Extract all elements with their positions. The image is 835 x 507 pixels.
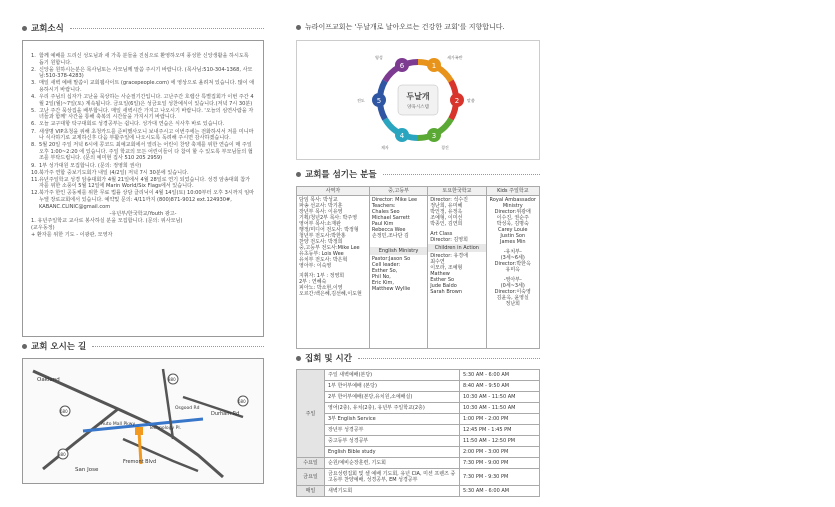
news-item-number: 6. <box>31 121 36 128</box>
svg-text:말씀: 말씀 <box>467 98 475 103</box>
servant-line: 유초등부: Lois Wee <box>299 251 344 257</box>
servant-line: Teachers: <box>371 203 396 209</box>
youth-ad-heading: -유년부/한국학교/Youth 광고- <box>109 211 177 218</box>
news-item-text: 북가주 한인 공동체를 위한 무료 법률 상담 클리닉이 4월 14일(토) 10:00부터 오후 3시까지 임마누엘 장로교회에서 있습니다. 예약및 문의: 4/11까지 (800)871-9012 ext.124930#, KABANC.CLINIC@gmail.com <box>39 190 255 210</box>
servant-line: Director: 김영희 <box>430 237 468 243</box>
schedule-item-time: 1:00 PM - 2:00 PM <box>460 414 540 425</box>
header-cell: 토요한국학교 <box>428 187 486 196</box>
servant-line: Phil No, <box>371 274 391 280</box>
servant-line: -영아부- <box>503 277 522 283</box>
svg-text:5: 5 <box>376 97 382 105</box>
servant-line: 정난희, 유미혜 <box>430 203 463 209</box>
news-item <box>31 190 255 210</box>
street-osgood: Osgood Rd <box>175 406 200 411</box>
news-item <box>31 67 255 80</box>
schedule-item-name: 중고등부 성경공부 <box>325 436 460 447</box>
map-box <box>22 358 264 484</box>
svg-text:3: 3 <box>431 132 437 140</box>
bullet-icon <box>22 344 27 349</box>
servant-line: 지휘자: 1부 : 정영희 <box>299 273 345 279</box>
schedule-item-time: 11:50 AM - 12:50 PM <box>460 436 540 447</box>
schedule-row <box>297 425 540 436</box>
schedule-item-time: 5:30 AM - 6:00 AM <box>460 486 540 497</box>
svg-text:새가족반: 새가족반 <box>447 55 463 60</box>
servant-line: Cell leader: <box>371 262 401 268</box>
news-item-number: 5. <box>31 107 36 114</box>
servants-header-row <box>297 187 540 196</box>
schedule-row <box>297 403 540 414</box>
hw-label-2: 880 <box>168 377 176 382</box>
bullet-icon <box>296 356 301 361</box>
schedule-section-title: 집회 및 시간 <box>296 352 540 364</box>
schedule-group-label: 매일 <box>297 486 325 497</box>
servant-line: Mathew <box>430 271 450 277</box>
schedule-item-name: English Bible study <box>325 447 460 458</box>
servant-line: Director:위광애 <box>494 209 531 215</box>
schedule-group-label: 수요일 <box>297 458 325 469</box>
servants-table <box>296 186 540 349</box>
schedule-row <box>297 414 540 425</box>
news-item-number: 7. <box>31 128 36 135</box>
servant-line: 유미옥 <box>505 267 520 273</box>
svg-text:경건: 경건 <box>441 145 449 150</box>
schedule-row <box>297 469 540 486</box>
news-list <box>23 41 263 210</box>
news-item-text: 북가주 연합 중보기도회가 내일 (4/2일) 저녁 7시 30분에 있습니다. <box>39 169 189 176</box>
news-item-number: 2. <box>31 66 36 73</box>
schedule-item-time: 2:00 PM - 3:00 PM <box>460 447 540 458</box>
col-pastors <box>297 196 370 349</box>
church-marker-icon <box>135 427 143 435</box>
prayer-heading: (교우동정) <box>31 225 55 232</box>
svg-text:영성: 영성 <box>375 55 383 60</box>
servant-line: Director: 석수진 <box>430 197 468 203</box>
servant-line: Jude Baldo <box>430 283 457 289</box>
news-footer <box>23 211 263 238</box>
street-auto-mall: Auto Mall Pkwy <box>101 422 136 427</box>
news-item-number: 10. <box>31 169 40 176</box>
news-item <box>31 170 255 177</box>
servant-line: 중,고등부 전도사:Mike Lee <box>299 245 360 251</box>
vision-box <box>296 40 540 160</box>
news-item-text: 새생명 VIP초청을 위해 초청카드를 준비했사오니 보내주시고 이번주에는 전화하셔서 저를 미니마나 식사하기로 교제하신후 다음 부활주일에 나오시도록 독려해 주시면 감사하겠습니다. <box>39 128 254 142</box>
servant-line: 2부 : 연혜숙 <box>299 279 327 285</box>
servant-line: Michael Sarrett <box>371 215 410 221</box>
schedule-item-time: 7:30 PM - 9:00 PM <box>460 458 540 469</box>
svg-text:제자: 제자 <box>381 145 389 150</box>
servant-line: Esther So, <box>371 268 398 274</box>
servant-line: Paul Kim <box>371 221 394 227</box>
header-cell: 사역자 <box>297 187 370 196</box>
schedule-row <box>297 381 540 392</box>
street-technology: Technology Pl. <box>149 426 182 431</box>
schedule-table <box>296 369 540 497</box>
servant-line: 청년부 전도사:박한홍 <box>299 233 346 239</box>
schedule-item-time: 8:40 AM - 9:50 AM <box>460 381 540 392</box>
news-item-number: 1. <box>31 53 36 59</box>
news-item <box>31 80 255 93</box>
servant-line: 파송 선교사: 박기훈 <box>299 203 343 209</box>
news-item-number: 4. <box>31 94 36 101</box>
hw-label-3: 680 <box>238 399 246 404</box>
street-durham: Durham Rd <box>211 411 240 417</box>
servant-line: Director: 유경애 <box>430 253 468 259</box>
header-cell: 중,고등부 <box>369 187 427 196</box>
servant-line: Sarah Brown <box>430 289 463 295</box>
schedule-item-time: 12:45 PM - 1:45 PM <box>460 425 540 436</box>
news-item-text: 고난 주간 묵상집을 배부합니다. 매일 새벽시간 가지고 나오시기 바랍니다. '오늘의 심연사람을 자녀들과 함께' 사간을 통해 축복의 시간들을 가지시기 바랍니다. <box>39 107 254 121</box>
schedule-item-name: 금요성령집회 및 셀 예배 기도회, 유년 CIA, 미션 프렌즈 중고등부 찬양예배, 성경공부, EM 성경공부 <box>325 469 460 486</box>
news-item <box>31 121 255 128</box>
news-item-text: 매일 새벽 예배 말씀이 교회웹사이트 (gracepeople.com) 에 영상으로 올려져 있습니다. 많이 애용하시기 바랍니다. <box>39 80 255 93</box>
vision-section-title: 뉴라이프교회는 '두날개로 날아오르는 건강한 교회'를 지향합니다. <box>296 22 540 32</box>
header-cell: Kids 주일학교 <box>486 187 539 196</box>
servant-line: Rebecca Wee <box>371 227 406 233</box>
svg-text:2: 2 <box>454 97 460 105</box>
schedule-item-name: 3부 English Service <box>325 414 460 425</box>
servant-line: Director:이숙영 <box>494 289 531 295</box>
hw-label-1: 680 <box>60 409 68 414</box>
servant-line: Director: Mike Lee <box>371 197 418 203</box>
news-item-number: 3. <box>31 80 36 87</box>
diagram-center-sub: 양육시스템 <box>407 105 429 110</box>
news-item-text: 5월 20일 주일 저녁 6시에 콩코드 최예교회에서 열리는 어린이 찬양 축제를 위한 연습이 매 주일 오후 1:00~2:20 에 있습니다. 주일 학교의 모든 어린이들이 다 참여 할 수 있도록 부모님들의 협조를 부탁드립니다. (문의 예미현 집사 510 205 2959) <box>39 142 253 162</box>
servant-line: Pastor:Jason So <box>371 256 411 262</box>
servant-line: Esther So <box>430 277 455 283</box>
schedule-item-name: 1부 한어부예배 (본당) <box>325 381 460 392</box>
schedule-row <box>297 392 540 403</box>
news-item-number: 9. <box>31 162 36 169</box>
servant-line: Director:박한옥 <box>494 261 531 267</box>
svg-text:전도: 전도 <box>357 98 365 103</box>
news-item-text: 신앙을 원하시는분은 목사님또는 사모님께 말씀 주시기 바랍니다. (목사님:510-304-1368, 사모님:510-378-4283) <box>39 66 253 80</box>
servant-line: 기획/청년2부 목사: 박주영 <box>299 215 358 221</box>
directions-section-title: 교회 오시는 길 <box>22 340 264 352</box>
servant-line: 이수진, 권순주 <box>496 215 529 221</box>
svg-text:6: 6 <box>399 62 405 70</box>
news-item-text: 함께 예배를 드리신 성도님과 새 가족 분들을 진심으로 환영하오며 풍성한 신앙생활을 하시도록 돕기 원합니다. <box>39 53 249 66</box>
news-item <box>31 129 255 142</box>
servants-body-row <box>297 196 540 349</box>
servant-line: James Min <box>499 239 526 245</box>
servant-line: (3세~6세) <box>500 255 525 261</box>
col-youth <box>369 196 427 349</box>
servant-line: Royal Ambassador Ministry <box>489 197 536 209</box>
english-ministry-heading: English Ministry <box>370 247 427 255</box>
servant-line: 장년부 목사: 이유영 <box>299 209 343 215</box>
schedule-row <box>297 458 540 469</box>
schedule-group-label: 금요일 <box>297 469 325 486</box>
news-item-text: 우리 주님의 십자가 고난을 묵상하는 사순절기간입니다. 고난주간 호렙산 특별집회가 이번 주간 4월 2일(월)~7일(토) 계속됩니다. 금요일(6일)은 성금요일 성찬예식이 있습니다.(저녁 7시 30분) <box>39 94 254 107</box>
youth-ad-line: 1. 유년주일학교 교사로 봉사하실 분을 모집합니다. (문의: 위사모님) <box>31 217 183 224</box>
servants-section-title: 교회를 섬기는 분들 <box>296 168 540 180</box>
news-box <box>22 40 264 337</box>
servant-line: 유치부 전도사: 박은혁 <box>299 257 348 263</box>
servant-line: Justin Son <box>500 233 526 239</box>
news-item <box>31 94 255 107</box>
news-item-number: 12. <box>31 190 40 197</box>
schedule-row <box>297 447 540 458</box>
cia-heading: Children in Action <box>428 244 485 252</box>
servant-line: 박성욱, 김명숙 <box>496 221 529 227</box>
servant-line: 피아노: 박소현,이영 <box>299 285 343 291</box>
schedule-item-name: 2부 한어부예배(본당,유치원,소예배실) <box>325 392 460 403</box>
schedule-item-name: 순원/예비순장훈련, 기도회 <box>325 458 460 469</box>
schedule-item-time: 7:30 PM - 9:30 PM <box>460 469 540 486</box>
news-item <box>31 53 255 66</box>
servant-line: Matthew Wyllie <box>371 286 411 292</box>
schedule-row <box>297 486 540 497</box>
prayer-line: + 환자를 위한 기도 - 이광관, 모영자 <box>31 231 113 238</box>
street-san-jose: San Jose <box>75 467 99 473</box>
servant-line: Eric Kim, <box>371 280 394 286</box>
schedule-item-time: 10:30 AM - 11:50 AM <box>460 392 540 403</box>
servant-line: 영아부: 이숙영 <box>299 263 332 269</box>
svg-text:1: 1 <box>431 62 437 70</box>
schedule-item-time: 5:30 AM - 6:00 AM <box>460 370 540 381</box>
news-item <box>31 108 255 121</box>
servant-line: 영어부 목사:소재완 <box>299 221 341 227</box>
news-item-text: 오늘 교구대항 탁구대회로 성경공부는 쉽니다. 성가대 연습은 식사후 바로 있습니다. <box>39 121 225 128</box>
servant-line: -유치부- <box>503 249 522 255</box>
servant-line: Chales Seo <box>371 209 400 215</box>
col-kids <box>486 196 539 349</box>
news-item <box>31 177 255 190</box>
schedule-item-time: 10:30 AM - 11:50 AM <box>460 403 540 414</box>
news-item-text: 1부 성가대원 모집합니다. (문의: 정영희 권사) <box>39 162 142 169</box>
schedule-item-name: 주일 새벽예배(본당) <box>325 370 460 381</box>
col-korean-school <box>428 196 486 349</box>
bullet-icon <box>22 26 27 31</box>
schedule-item-name: 영어(2층), 유치(2층), 유년부 주일학교(2층) <box>325 403 460 414</box>
schedule-group-label: 주일 <box>297 370 325 458</box>
street-fremont: Fremont Blvd <box>123 459 157 465</box>
map <box>23 359 263 483</box>
servant-line: 박인정, 유정옥 <box>430 209 463 215</box>
servant-line: (0세~3세) <box>500 283 525 289</box>
servant-line: 정난희 <box>505 301 520 307</box>
schedule-row <box>297 370 540 381</box>
news-item <box>31 142 255 162</box>
news-item-text: 유년주일학교 성경 암송대회가 4월 21일에서 4월 28일로 연기 되었습니다. 성경 암송대회 참가자를 위한 소풍이 5월 12일에 Marin World/Six Flags에서 있습니다. <box>39 176 251 190</box>
hw-label-4: 880 <box>58 452 66 457</box>
news-item-number: 11. <box>31 176 40 183</box>
servant-line: 이모라, 조예형 <box>430 265 463 271</box>
news-section-title: 교회소식 <box>22 22 264 34</box>
servant-line: 박종인, 김연희 <box>430 221 463 227</box>
servant-line: 김윤옥, 윤영실 <box>496 295 529 301</box>
servant-line: 오르간:백은혜,김선혜,이도현 <box>299 291 362 297</box>
servant-line: 담임 목사: 박성교 <box>299 197 338 203</box>
servant-line: 찬양 전도사: 박정희 <box>299 239 343 245</box>
street-oakland: Oakland <box>37 377 60 383</box>
servant-line: 조예형, 이미선 <box>430 215 463 221</box>
bullet-icon <box>296 25 301 30</box>
schedule-item-name: 새벽기도회 <box>325 486 460 497</box>
servant-line: Art Class <box>430 231 453 237</box>
schedule-row <box>297 436 540 447</box>
schedule-item-name: 장년부 성경공부 <box>325 425 460 436</box>
servant-line: 손정민,조나단 김 <box>371 233 409 239</box>
news-item <box>31 163 255 170</box>
bullet-icon <box>296 172 301 177</box>
two-wings-diagram <box>297 41 539 159</box>
servant-line: Carey Louie <box>497 227 528 233</box>
news-item-number: 8. <box>31 142 36 149</box>
servant-line: 최수연 <box>430 259 445 265</box>
servant-line: 행정/미디어 전도사: 박정형 <box>299 227 359 233</box>
svg-text:4: 4 <box>399 132 405 140</box>
diagram-center-title: 두날개 <box>406 92 430 101</box>
